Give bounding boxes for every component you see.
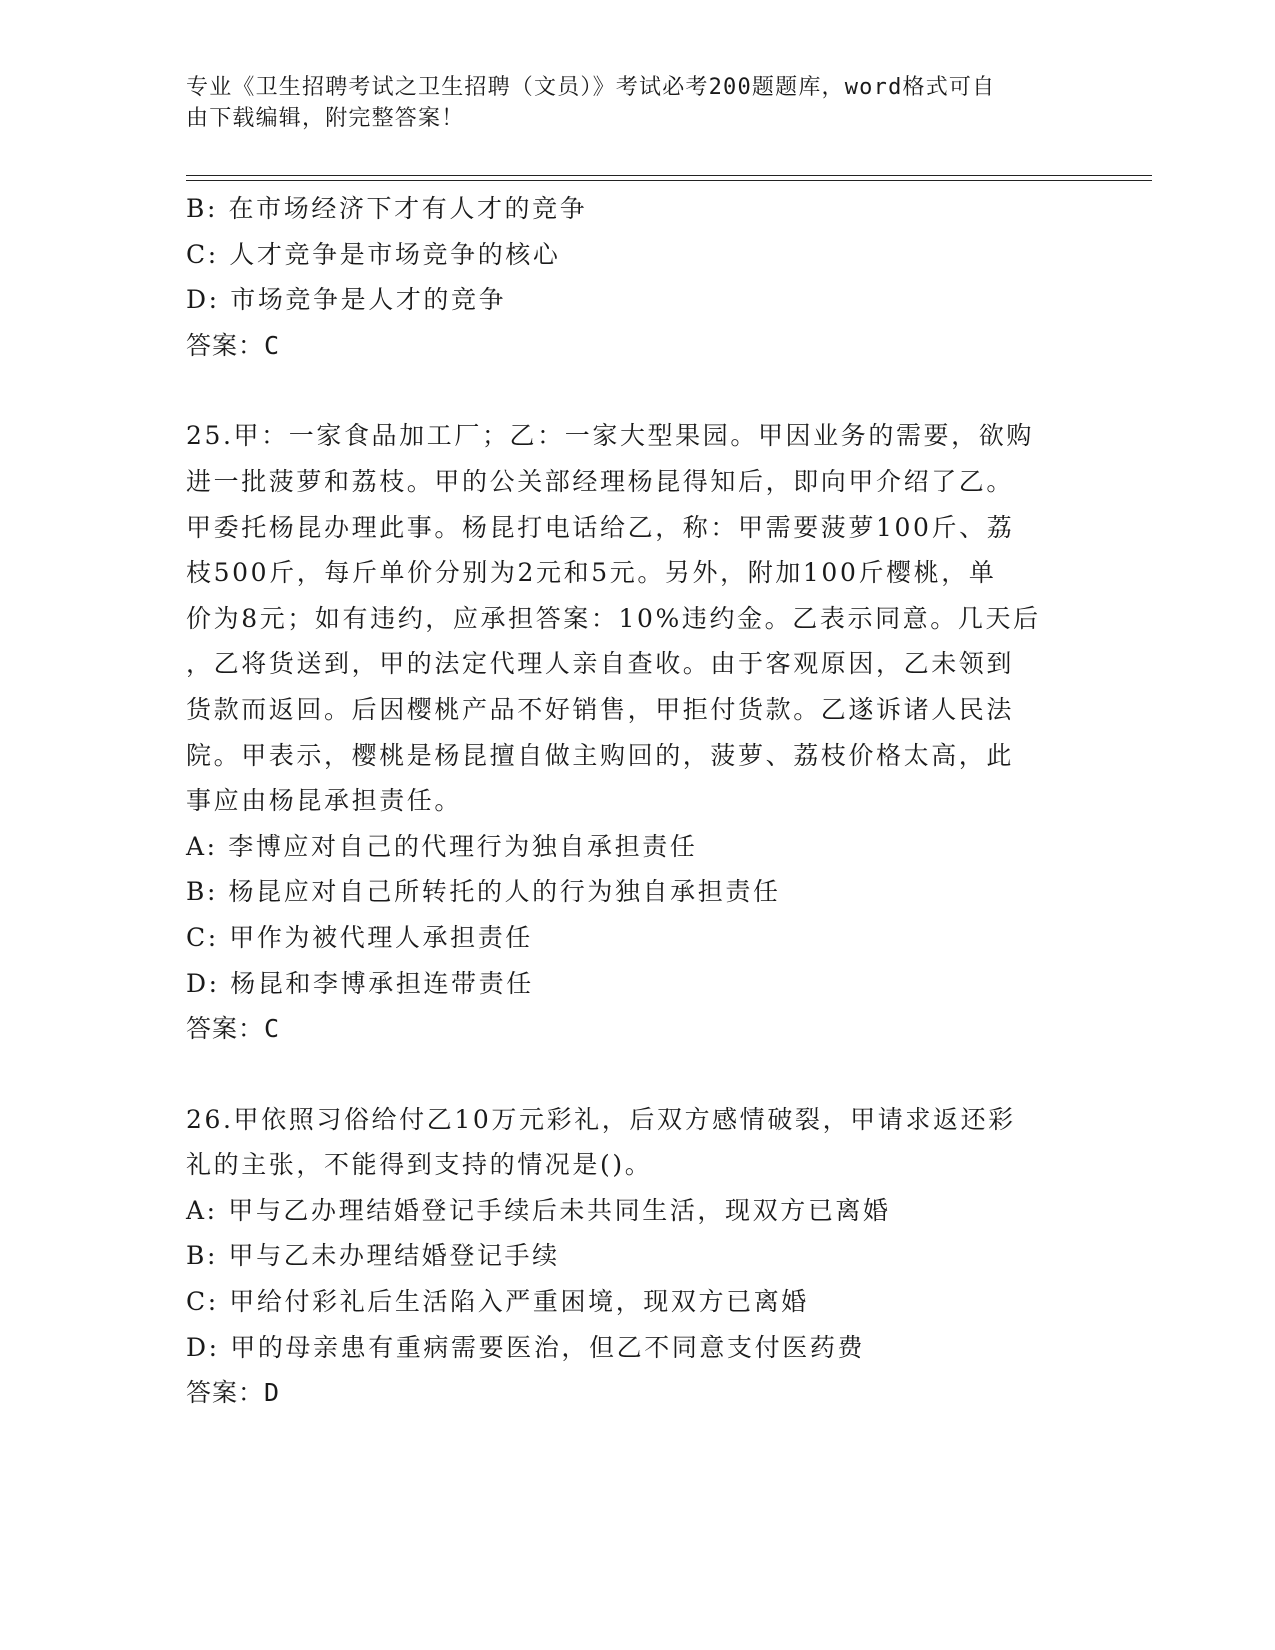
question-text-line: 事应由杨昆承担责任。 bbox=[186, 786, 463, 816]
header-divider-top bbox=[186, 175, 1152, 176]
option-a: A: 甲与乙办理结婚登记手续后未共同生活，现双方已离婚 bbox=[186, 1195, 891, 1225]
option-d: D: 甲的母亲患有重病需要医治，但乙不同意支付医药费 bbox=[186, 1332, 866, 1362]
option-d: D: 杨昆和李博承担连带责任 bbox=[186, 968, 534, 998]
question-text-line: 货款而返回。后因樱桃产品不好销售，甲拒付货款。乙遂诉诸人民法 bbox=[186, 694, 1015, 724]
question-text-line: 26.甲依照习俗给付乙10万元彩礼，后双方感情破裂，甲请求返还彩 bbox=[186, 1104, 1016, 1134]
answer-line bbox=[186, 323, 1066, 369]
question-text-line: 甲委托杨昆办理此事。杨昆打电话给乙，称：甲需要菠萝100斤、荔 bbox=[186, 512, 1015, 542]
option-a: A: 李博应对自己的代理行为独自承担责任 bbox=[186, 831, 698, 861]
option-b: B: 在市场经济下才有人才的竞争 bbox=[186, 194, 588, 223]
question-text-line: 院。甲表示，樱桃是杨昆擅自做主购回的，菠萝、荔枝价格太高，此 bbox=[186, 740, 1015, 770]
header-line-1: 专业《卫生招聘考试之卫生招聘（文员）》考试必考200题题库，word格式可自 bbox=[186, 75, 996, 100]
option-c: C: 人才竞争是市场竞争的核心 bbox=[186, 239, 561, 269]
answer-line bbox=[186, 1370, 1066, 1416]
document-header bbox=[186, 72, 1066, 134]
option-b: B: 杨昆应对自己所转托的人的行为独自承担责任 bbox=[186, 877, 781, 907]
answer-label: 答案： bbox=[186, 1378, 265, 1408]
answer-value: D bbox=[264, 1378, 281, 1408]
question-text-line: 枝500斤，每斤单价分别为2元和5元。另外，附加100斤樱桃，单 bbox=[186, 558, 997, 588]
question-text-line: 礼的主张，不能得到支持的情况是()。 bbox=[186, 1150, 653, 1180]
question-text-line: 价为8元；如有违约，应承担答案：10%违约金。乙表示同意。几天后 bbox=[186, 603, 1041, 633]
answer-label: 答案： bbox=[186, 330, 265, 360]
question-26 bbox=[186, 1097, 1066, 1416]
spacer bbox=[186, 368, 1066, 413]
question-text-line: 25.甲：一家食品加工厂；乙：一家大型果园。甲因业务的需要，欲购 bbox=[186, 421, 1034, 451]
option-c: C: 甲作为被代理人承担责任 bbox=[186, 922, 533, 952]
question-24-tail bbox=[186, 186, 1066, 368]
question-content bbox=[186, 186, 1066, 1416]
header-divider-bottom bbox=[186, 180, 1152, 181]
question-text-line: ，乙将货送到，甲的法定代理人亲自查收。由于客观原因，乙未领到 bbox=[186, 649, 1015, 679]
option-c: C: 甲给付彩礼后生活陷入严重困境，现双方已离婚 bbox=[186, 1287, 809, 1317]
answer-label: 答案： bbox=[186, 1014, 265, 1044]
answer-value: C bbox=[264, 1014, 281, 1044]
question-25 bbox=[186, 413, 1066, 1051]
answer-line bbox=[186, 1006, 1066, 1052]
spacer bbox=[186, 1052, 1066, 1097]
question-text-line: 进一批菠萝和荔枝。甲的公关部经理杨昆得知后，即向甲介绍了乙。 bbox=[186, 466, 1015, 496]
header-line-2: 由下载编辑，附完整答案！ bbox=[186, 106, 465, 131]
option-b: B: 甲与乙未办理结婚登记手续 bbox=[186, 1241, 560, 1271]
answer-value: C bbox=[264, 330, 281, 360]
option-d: D: 市场竞争是人才的竞争 bbox=[186, 285, 507, 315]
